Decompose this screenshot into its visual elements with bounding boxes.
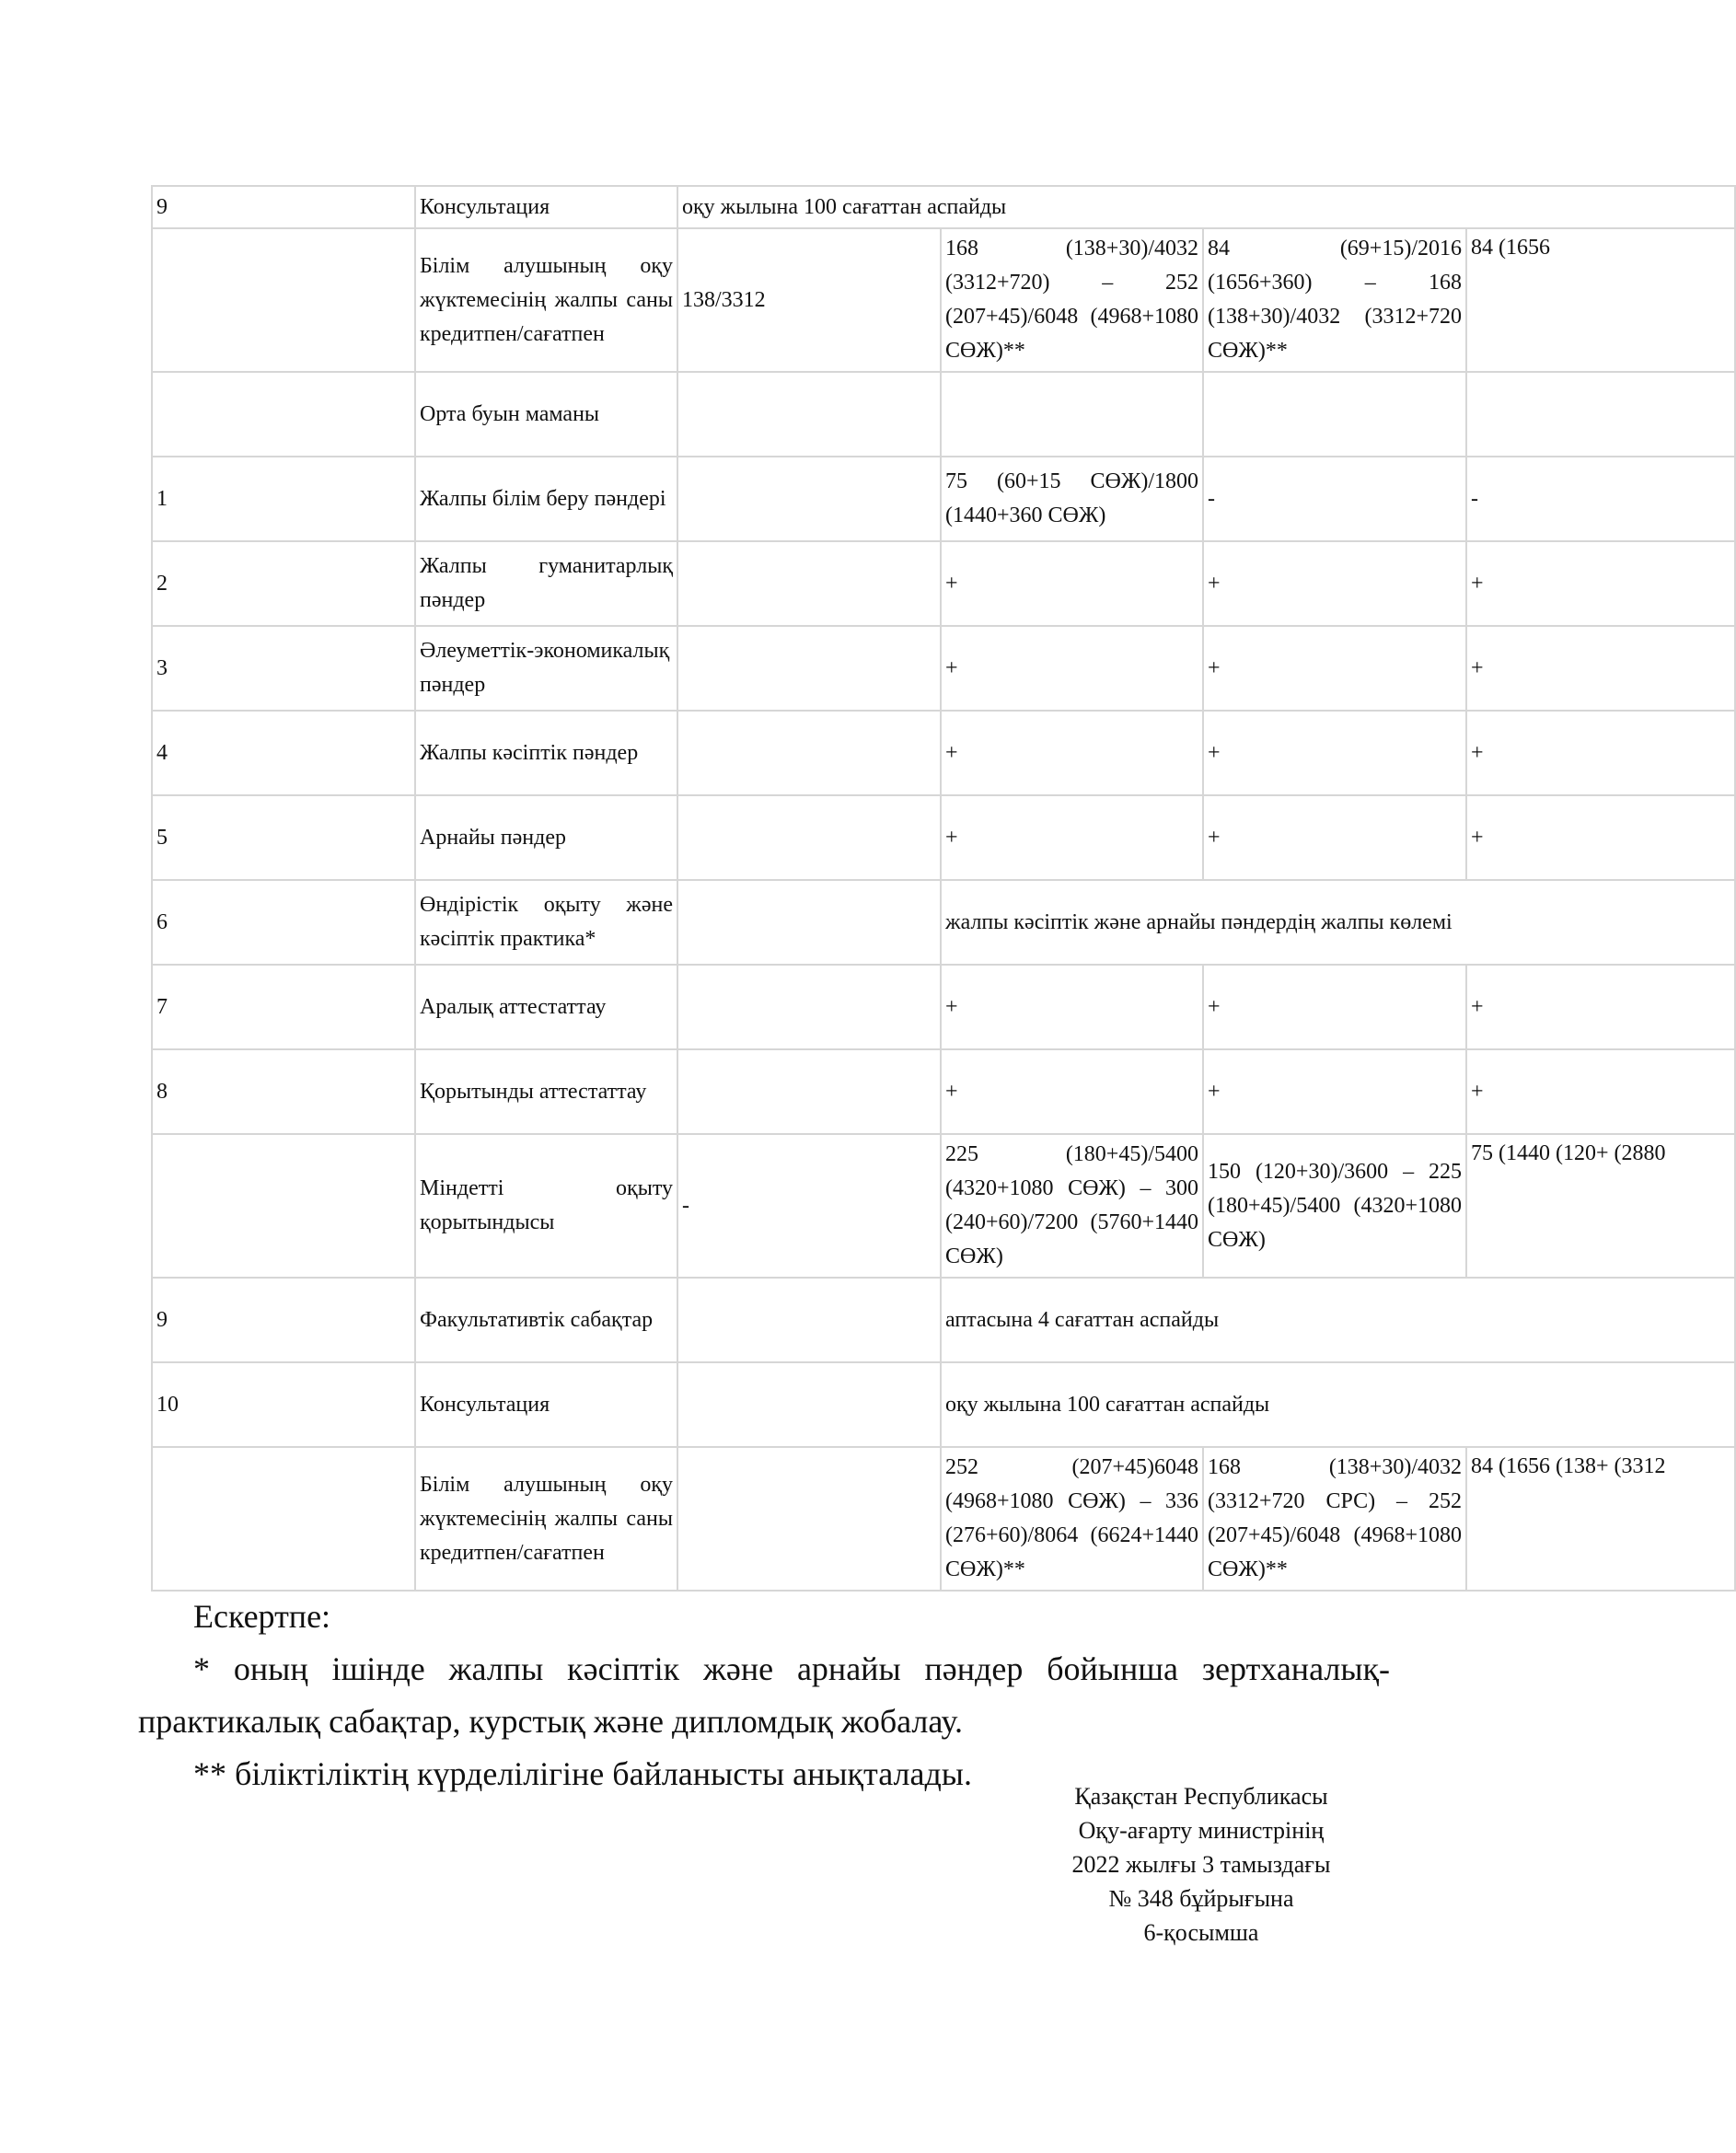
row-name: Білім алушының оқу жүктемесінің жалпы саны кредитпен/сағатпен [415,228,677,372]
row-value-col4: + [941,626,1203,711]
row-value-col3 [677,626,941,711]
row-number: 3 [152,626,415,711]
appendix-line-5: 6-қосымша [1143,1919,1259,1946]
row-value-col5: + [1203,711,1466,795]
row-number [152,372,415,457]
row-name: Жалпы білім беру пәндері [415,457,677,541]
table-row [152,965,1735,1049]
table-row [152,372,1735,457]
appendix-line-1: Қазақстан Республикасы [1074,1783,1328,1810]
table-row [152,1362,1735,1447]
row-number: 2 [152,541,415,626]
row-value-col4: + [941,795,1203,880]
row-number: 1 [152,457,415,541]
row-number: 8 [152,1049,415,1134]
appendix-line-4: № 348 бұйрығына [1108,1885,1294,1912]
row-value-col6: - [1466,457,1735,541]
row-value-col5: + [1203,965,1466,1049]
row-name: Қорытынды аттестаттау [415,1049,677,1134]
row-value-col6: + [1466,626,1735,711]
table-row [152,228,1735,372]
row-name: Факультативтік сабақтар [415,1278,677,1362]
row-name: Өндірістік оқыту және кәсіптік практика* [415,880,677,965]
notes-title: Ескертпе: [193,1598,331,1635]
row-name: Орта буын маманы [415,372,677,457]
row-value-col6: 84 (1656 [1466,228,1735,372]
row-name: Міндетті оқыту қорытындысы [415,1134,677,1278]
row-number: 5 [152,795,415,880]
row-value-col5: + [1203,795,1466,880]
row-value-col4: + [941,541,1203,626]
row-value-col3 [677,541,941,626]
row-value-col3 [677,711,941,795]
table-row [152,1134,1735,1278]
table-row [152,795,1735,880]
table-row [152,1049,1735,1134]
row-value-col6: + [1466,1049,1735,1134]
table-row [152,626,1735,711]
row-value-col4: + [941,1049,1203,1134]
row-name: Консультация [415,1362,677,1447]
row-name: Аралық аттестаттау [415,965,677,1049]
curriculum-table-clip [151,185,1666,1592]
row-value-col6: + [1466,541,1735,626]
row-value-col4: 252 (207+45)6048 (4968+1080 СӨЖ) – 336 (276+60)/8064 (6624+1440 СӨЖ)** [941,1447,1203,1591]
table-row [152,880,1735,965]
row-value-col3 [677,372,941,457]
row-value-col3 [677,965,941,1049]
row-value-col5: + [1203,626,1466,711]
row-number: 4 [152,711,415,795]
row-number [152,1134,415,1278]
row-value-col5: - [1203,457,1466,541]
row-value-col3 [677,1362,941,1447]
row-value-col4: 225 (180+45)/5400 (4320+1080 СӨЖ) – 300 (240+60)/7200 (5760+1440 СӨЖ) [941,1134,1203,1278]
row-value-col5 [1203,372,1466,457]
row-value-col4 [941,372,1203,457]
row-value-col6 [1466,372,1735,457]
row-value-col4: 168 (138+30)/4032 (3312+720) – 252 (207+45)/6048 (4968+1080 СӨЖ)** [941,228,1203,372]
row-value-col5: 150 (120+30)/3600 – 225 (180+45)/5400 (4320+1080 СӨЖ) [1203,1134,1466,1278]
row-name: Консультация [415,186,677,228]
row-value-merged: оқу жылына 100 сағаттан аспайды [677,186,1735,228]
row-name: Білім алушының оқу жүктемесінің жалпы саны кредитпен/сағатпен [415,1447,677,1591]
row-number [152,1447,415,1591]
notes-section [138,1591,1390,1800]
row-value-col6: 75 (1440 (120+ (2880 [1466,1134,1735,1278]
row-value-col3 [677,1049,941,1134]
row-name: Жалпы кәсіптік пәндер [415,711,677,795]
appendix-line-3: 2022 жылғы 3 тамыздағы [1071,1851,1331,1878]
row-value-col5: 168 (138+30)/4032 (3312+720 СРС) – 252 (207+45)/6048 (4968+1080 СӨЖ)** [1203,1447,1466,1591]
note-2: ** біліктіліктің күрделілігіне байланысты анықталады. [193,1755,972,1792]
row-value-col4: 75 (60+15 СӨЖ)/1800 (1440+360 СӨЖ) [941,457,1203,541]
row-value-col3 [677,1447,941,1591]
row-number: 9 [152,186,415,228]
row-value-col3 [677,457,941,541]
row-name: Арнайы пәндер [415,795,677,880]
row-value-col3: 138/3312 [677,228,941,372]
row-value-col5: + [1203,1049,1466,1134]
row-value-col3 [677,795,941,880]
row-value-merged: аптасына 4 сағаттан аспайды [941,1278,1735,1362]
row-value-col3 [677,1278,941,1362]
row-number: 7 [152,965,415,1049]
row-value-col6: + [1466,711,1735,795]
row-value-col6: + [1466,795,1735,880]
row-value-col3: - [677,1134,941,1278]
table-row [152,1278,1735,1362]
appendix-reference [920,1779,1482,1950]
table-row [152,711,1735,795]
note-1: * оның ішінде жалпы кәсіптік және арнайы пәндер бойынша зертханалық-практикалық сабақтар, курстық және дипломдық жобалау. [138,1650,1390,1740]
row-number [152,228,415,372]
row-name: Жалпы гуманитарлық пәндер [415,541,677,626]
curriculum-table [151,185,1736,1592]
row-number: 6 [152,880,415,965]
table-row [152,186,1735,228]
row-name: Әлеуметтік-экономикалық пәндер [415,626,677,711]
row-value-col6: 84 (1656 (138+ (3312 [1466,1447,1735,1591]
row-value-col5: + [1203,541,1466,626]
row-value-col5: 84 (69+15)/2016 (1656+360) – 168 (138+30)/4032 (3312+720 СӨЖ)** [1203,228,1466,372]
row-value-merged: жалпы кәсіптік және арнайы пәндердің жалпы көлемі [941,880,1735,965]
table-row [152,457,1735,541]
table-row [152,541,1735,626]
row-value-col6: + [1466,965,1735,1049]
row-value-col4: + [941,711,1203,795]
row-value-col4: + [941,965,1203,1049]
table-row [152,1447,1735,1591]
row-value-col3 [677,880,941,965]
row-number: 9 [152,1278,415,1362]
row-number: 10 [152,1362,415,1447]
row-value-merged: оқу жылына 100 сағаттан аспайды [941,1362,1735,1447]
appendix-line-2: Оқу-ағарту министрінің [1078,1817,1325,1844]
